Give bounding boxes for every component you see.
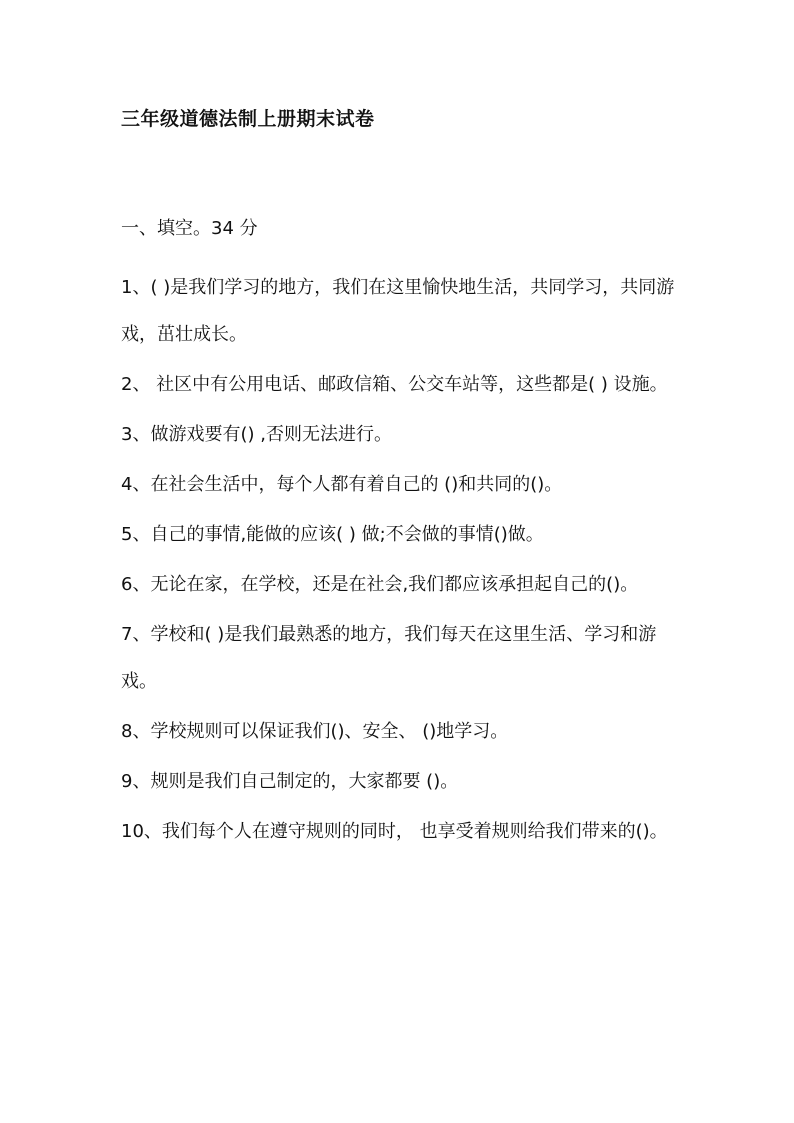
question-item: 5、自己的事情,能做的应该( ) 做;不会做的事情()做。 bbox=[121, 524, 544, 545]
question-item: 9、规则是我们自己制定的，大家都要 ()。 bbox=[121, 771, 459, 792]
question-item: 8、学校规则可以保证我们()、安全、 ()地学习。 bbox=[121, 721, 509, 742]
question-item: 4、在社会生活中，每个人都有着自己的 ()和共同的()。 bbox=[121, 474, 563, 495]
question-item: 6、无论在家，在学校，还是在社会,我们都应该承担起自己的()。 bbox=[121, 574, 639, 595]
question-item: 7、学校和( )是我们最熟悉的地方，我们每天在这里生活、学习和游戏。 bbox=[121, 624, 657, 692]
question-item: 3、做游戏要有() ,否则无法进行。 bbox=[121, 424, 392, 445]
document-title: 三年级道德法制上册期末试卷 bbox=[121, 108, 375, 130]
question-list bbox=[121, 264, 681, 858]
section-heading: 一、填空。34 分 bbox=[121, 218, 258, 239]
question-item: 2、 社区中有公用电话、邮政信箱、公交车站等，这些都是( ) 设施。 bbox=[121, 374, 668, 395]
question-item: 10、我们每个人在遵守规则的同时， 也享受着规则给我们带来的()。 bbox=[121, 821, 668, 842]
question-item: 1、( )是我们学习的地方，我们在这里愉快地生活，共同学习，共同游戏，茁壮成长。 bbox=[121, 277, 675, 345]
